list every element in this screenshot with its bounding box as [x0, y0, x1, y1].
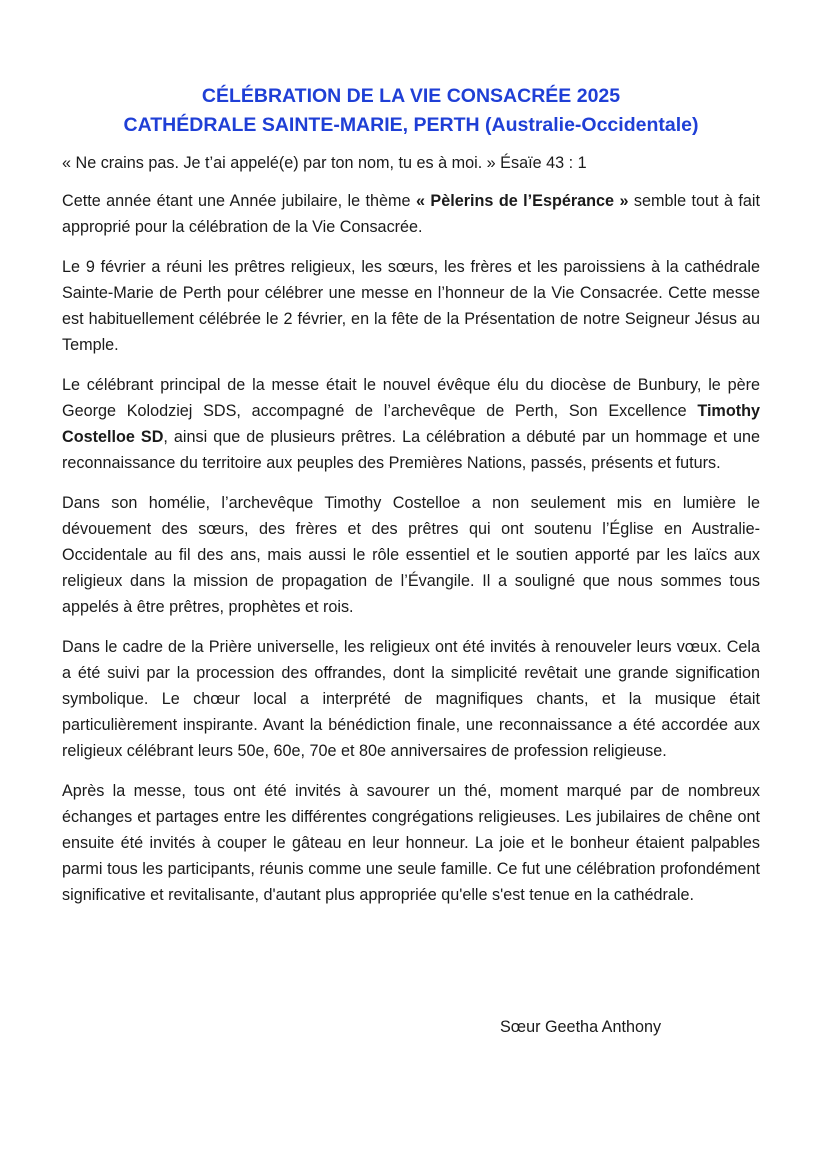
- title-line-2: CATHÉDRALE SAINTE-MARIE, PERTH (Australie-Occidentale): [123, 114, 699, 136]
- paragraph-homily: Dans son homélie, l’archevêque Timothy Costelloe a non seulement mis en lumière le dévouement des sœurs, des frères et des prêtres qui ont soutenu l’Église en Australie-Occidentale au fil des ans, mais aussi le rôle essentiel et le soutien apporté par les laïcs aux religieux dans la mission de propagation de l’Évangile. Il a souligné que nous sommes tous appelés à être prêtres, prophètes et rois.: [62, 494, 760, 616]
- paragraph-celebrant: [62, 372, 760, 476]
- scripture-quote: « Ne crains pas. Je t’ai appelé(e) par ton nom, tu es à moi. » Ésaïe 43 : 1: [62, 154, 587, 172]
- paragraph-text: Le célébrant principal de la messe était le nouvel évêque élu du diocèse de Bunbury, le père George Kolodziej SDS, accompagné de l’archevêque de Perth, Son Excellence: [62, 376, 760, 420]
- paragraph-tea: Après la messe, tous ont été invités à savourer un thé, moment marqué par de nombreux échanges et partages entre les différentes congrégations religieuses. Les jubilaires de chêne ont ensuite été invités à couper le gâteau en leur honneur. La joie et le bonheur étaient palpables parmi tous les participants, réunis comme une seule famille. Ce fut une célébration profondément significative et revitalisante, d'autant plus appropriée qu'elle s'est tenue en la cathédrale.: [62, 782, 760, 904]
- archbishop-name: Timothy Costelloe SD: [62, 402, 760, 446]
- paragraph-mass-date: Le 9 février a réuni les prêtres religieux, les sœurs, les frères et les paroissiens à la cathédrale Sainte-Marie de Perth pour célébrer une messe en l’honneur de la Vie Consacrée. Cette messe est habituellement célébrée le 2 février, en la fête de la Présentation de notre Seigneur Jésus au Temple.: [62, 258, 760, 354]
- author-signature: Sœur Geetha Anthony: [500, 1018, 662, 1036]
- paragraph-text: Cette année étant une Année jubilaire, le thème: [62, 192, 416, 210]
- theme-name: « Pèlerins de l’Espérance »: [415, 192, 629, 210]
- paragraph-text: , ainsi que de plusieurs prêtres. La célébration a débuté par un hommage et une reconnaissance du territoire aux peuples des Premières Nations, passés, présents et futurs.: [62, 428, 760, 472]
- paragraph-vows: Dans le cadre de la Prière universelle, les religieux ont été invités à renouveler leurs vœux. Cela a été suivi par la procession des offrandes, dont la simplicité revêtait une grande signification symbolique. Le chœur local a interprété de magnifiques chants, et la musique était particulièrement inspirante. Avant la bénédiction finale, une reconnaissance a été accordée aux religieux célébrant leurs 50e, 60e, 70e et 80e anniversaires de profession religieuse.: [62, 638, 760, 760]
- title-line-1: CÉLÉBRATION DE LA VIE CONSACRÉE 2025: [201, 85, 621, 107]
- document-title: [62, 82, 760, 140]
- paragraph-jubilee-theme: [62, 188, 760, 240]
- paragraph-text: semble tout à fait approprié pour la célébration de la Vie Consacrée.: [62, 192, 760, 236]
